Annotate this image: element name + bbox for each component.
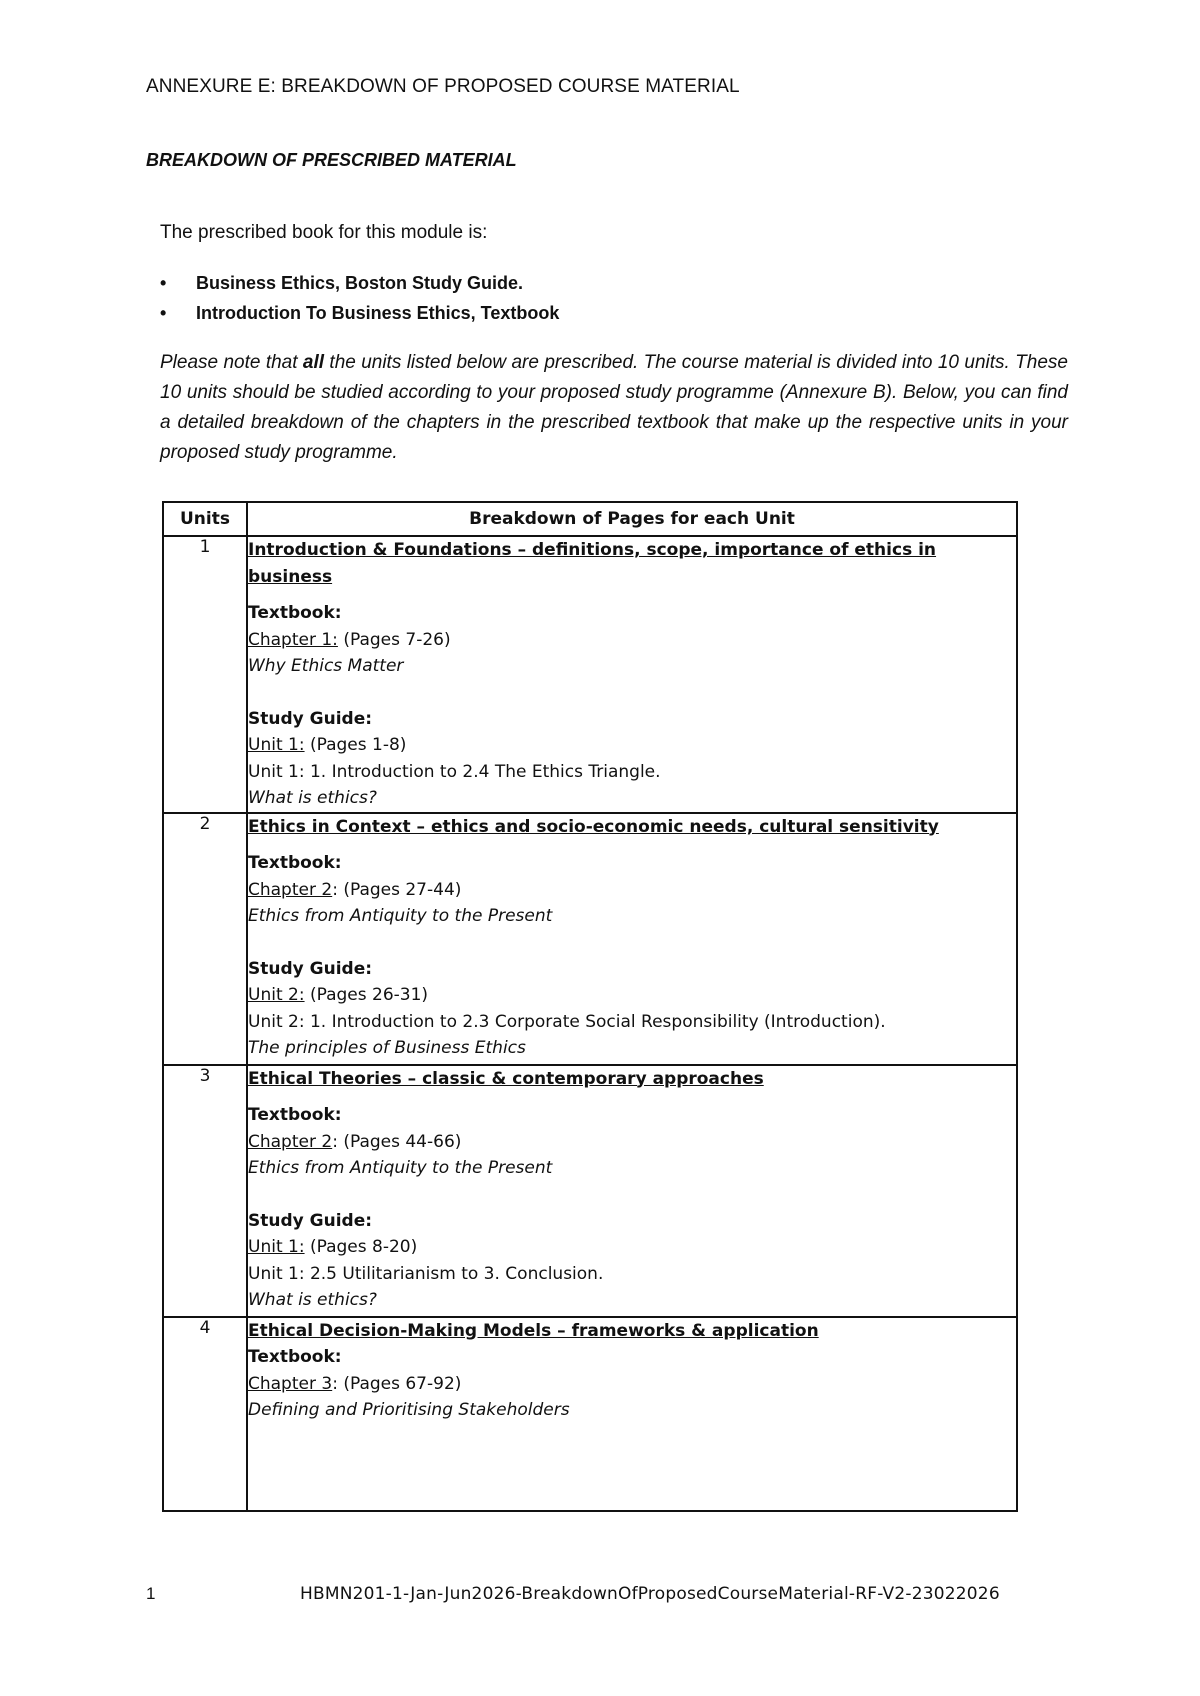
study-guide-label: Study Guide:	[248, 958, 373, 979]
unit-number: 2	[163, 813, 247, 1065]
unit-number: 4	[163, 1317, 247, 1511]
column-header-units: Units	[163, 502, 247, 536]
chapter-subtitle: Defining and Prioritising Stakeholders	[248, 1400, 570, 1420]
prescribed-books-list	[160, 268, 559, 328]
guide-subtitle: What is ethics?	[248, 788, 377, 808]
study-guide-label: Study Guide:	[248, 1210, 373, 1231]
page-range: : (Pages 67-92)	[332, 1373, 462, 1394]
unit-breakdown	[247, 1317, 1017, 1511]
unit-number: 3	[163, 1065, 247, 1317]
unit-breakdown	[247, 1065, 1017, 1317]
unit-title: Introduction & Foundations – definitions, scope, importance of ethics in business	[248, 540, 937, 587]
table-row	[163, 1065, 1017, 1317]
page-range: (Pages 8-20)	[304, 1237, 418, 1257]
study-guide-label: Study Guide:	[248, 708, 373, 729]
textbook-label: Textbook:	[248, 603, 342, 623]
unit-link[interactable]: Unit 1:	[248, 1237, 305, 1257]
unit-title: Ethical Theories – classic & contemporary approaches	[248, 1068, 764, 1089]
textbook-label: Textbook:	[248, 1105, 342, 1125]
guide-detail: Unit 1: 1. Introduction to 2.4 The Ethics Triangle.	[248, 761, 661, 782]
chapter-subtitle: Why Ethics Matter	[248, 656, 404, 676]
section-title: BREAKDOWN OF PRESCRIBED MATERIAL	[146, 150, 517, 170]
unit-title: Ethical Decision-Making Models – frameworks & application	[248, 1320, 819, 1341]
page-range: : (Pages 44-66)	[332, 1131, 462, 1152]
book-title: Business Ethics, Boston Study Guide.	[196, 273, 524, 293]
book-title: Introduction To Business Ethics, Textbook	[196, 303, 560, 323]
prescribed-note: Please note that all the units listed below are prescribed. The course material is divided into 10 units. These 10 units should be studied according to your proposed study programme (Annexure B). Below, you can find a detailed breakdown of the chapters in the prescribed textbook that make up the respective units in your proposed study programme.	[160, 352, 1068, 463]
page-range: (Pages 1-8)	[304, 735, 407, 755]
bullet-icon: •	[160, 303, 167, 323]
chapter-link[interactable]: Chapter 2	[248, 879, 333, 900]
table-row	[163, 536, 1017, 813]
chapter-subtitle: Ethics from Antiquity to the Present	[248, 906, 553, 926]
page-range: : (Pages 27-44)	[332, 879, 462, 900]
table-row	[163, 1317, 1017, 1511]
guide-detail: Unit 1: 2.5 Utilitarianism to 3. Conclusion.	[248, 1263, 604, 1284]
unit-number: 1	[163, 536, 247, 813]
textbook-label: Textbook:	[248, 853, 342, 873]
textbook-label: Textbook:	[248, 1347, 342, 1367]
unit-breakdown	[247, 813, 1017, 1065]
chapter-link[interactable]: Chapter 1:	[248, 629, 338, 650]
page-range: (Pages 7-26)	[337, 629, 451, 650]
guide-detail: Unit 2: 1. Introduction to 2.3 Corporate Social Responsibility (Introduction).	[248, 1011, 886, 1032]
bullet-icon: •	[160, 273, 167, 293]
unit-title: Ethics in Context – ethics and socio-economic needs, cultural sensitivity	[248, 816, 939, 837]
page-number: 1	[146, 1584, 156, 1603]
intro-text: The prescribed book for this module is:	[160, 222, 488, 243]
table-header-row	[163, 502, 1017, 536]
column-header-breakdown: Breakdown of Pages for each Unit	[247, 502, 1017, 536]
page-range: (Pages 26-31)	[304, 985, 429, 1005]
chapter-link[interactable]: Chapter 2	[248, 1131, 333, 1152]
list-item	[160, 298, 559, 328]
breakdown-table	[162, 501, 1018, 1512]
document-code: HBMN201-1-Jan-Jun2026-BreakdownOfProposedCourseMaterial-RF-V2-23022026	[300, 1584, 1000, 1604]
chapter-link[interactable]: Chapter 3	[248, 1373, 333, 1394]
unit-link[interactable]: Unit 2:	[248, 985, 305, 1005]
annexure-heading: ANNEXURE E: BREAKDOWN OF PROPOSED COURSE MATERIAL	[146, 76, 740, 97]
guide-subtitle: The principles of Business Ethics	[248, 1038, 526, 1058]
chapter-subtitle: Ethics from Antiquity to the Present	[248, 1158, 553, 1178]
unit-link[interactable]: Unit 1:	[248, 735, 305, 755]
table-row	[163, 813, 1017, 1065]
list-item	[160, 268, 559, 298]
guide-subtitle: What is ethics?	[248, 1290, 377, 1310]
unit-breakdown	[247, 536, 1017, 813]
